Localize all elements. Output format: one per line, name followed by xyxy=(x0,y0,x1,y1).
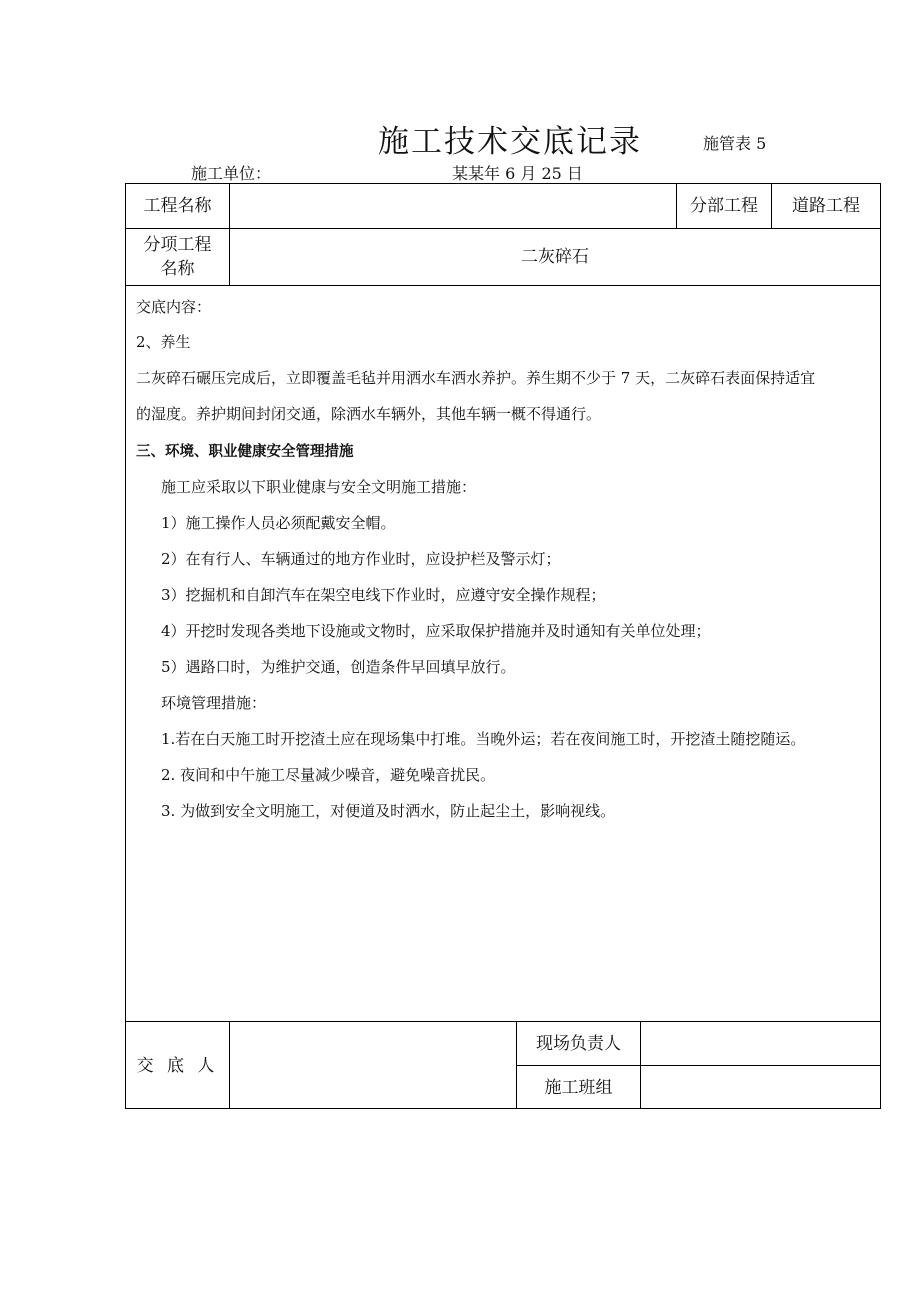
content-line: 3. 为做到安全文明施工，对便道及时洒水，防止起尘土，影响视线。 xyxy=(161,802,616,820)
content-heading: 交底内容： xyxy=(136,298,212,316)
content-line: 环境管理措施： xyxy=(161,694,267,712)
content-line: 3）挖掘机和自卸汽车在架空电线下作业时，应遵守安全操作规程； xyxy=(161,586,606,604)
content-line: 二灰碎石碾压完成后，立即覆盖毛毡并用洒水车洒水养护。养生期不少于 7 天，二灰碎石表面保持适宜 xyxy=(136,369,816,387)
content-line: 4）开挖时发现各类地下设施或文物时，应采取保护措施并及时通知有关单位处理； xyxy=(161,622,711,640)
content-line: 5）遇路口时，为维护交通，创造条件早回填早放行。 xyxy=(161,658,516,676)
document-date: 某某年 6 月 25 日 xyxy=(452,164,583,183)
item-name-label xyxy=(126,229,229,285)
sub-project-value: 道路工程 xyxy=(792,196,860,216)
project-name-label: 工程名称 xyxy=(143,196,212,216)
sub-project-label: 分部工程 xyxy=(690,196,758,216)
handover-form xyxy=(125,183,881,1109)
site-manager-value xyxy=(641,1022,880,1065)
project-name-value xyxy=(230,184,676,228)
handover-person-value xyxy=(230,1022,516,1109)
crew-value xyxy=(641,1066,880,1109)
document-title: 施工技术交底记录 xyxy=(378,124,642,160)
content-line: 1）施工操作人员必须配戴安全帽。 xyxy=(161,514,396,532)
handover-person-label: 交 底 人 xyxy=(136,1055,219,1076)
content-line: 1.若在白天施工时开挖渣土应在现场集中打堆。当晚外运；若在夜间施工时，开挖渣土随挖随运。 xyxy=(161,730,806,748)
row-divider xyxy=(126,285,880,286)
content-line: 的湿度。养护期间封闭交通，除洒水车辆外，其他车辆一概不得通行。 xyxy=(136,405,602,423)
content-line: 2、养生 xyxy=(136,333,191,351)
content-line: 2. 夜间和中午施工尽量减少噪音，避免噪音扰民。 xyxy=(161,766,496,784)
site-manager-label: 现场负责人 xyxy=(536,1033,621,1054)
content-line: 2）在有行人、车辆通过的地方作业时，应设护栏及警示灯； xyxy=(161,550,561,568)
form-number: 施管表 5 xyxy=(703,134,767,153)
item-name-label-line1: 分项工程 xyxy=(143,235,212,255)
content-section-heading: 三、环境、职业健康安全管理措施 xyxy=(136,444,354,460)
item-name-value: 二灰碎石 xyxy=(521,247,589,267)
crew-label: 施工班组 xyxy=(544,1077,613,1098)
construction-unit-label: 施工单位： xyxy=(191,164,272,183)
item-name-label-line2: 名称 xyxy=(160,259,195,279)
content-line: 施工应采取以下职业健康与安全文明施工措施： xyxy=(161,478,477,496)
